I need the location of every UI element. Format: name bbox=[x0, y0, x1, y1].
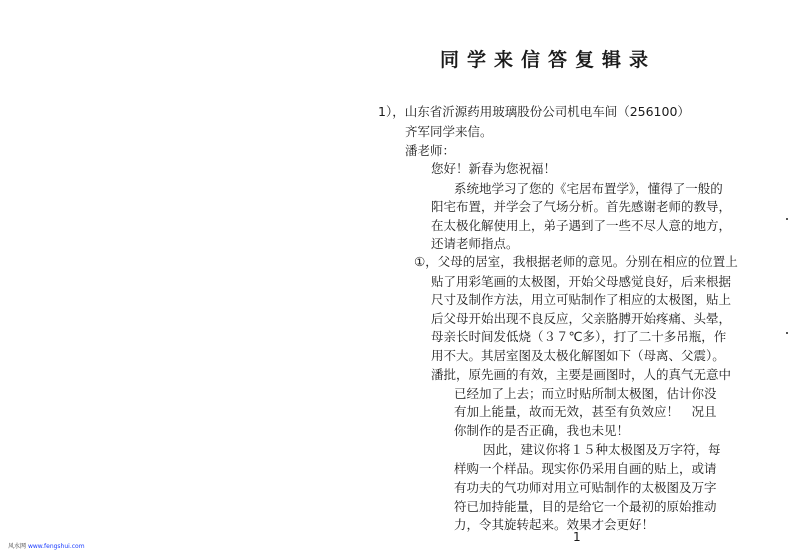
text-line: 因此，建议你将１５种太极图及万字符，每 bbox=[483, 442, 721, 457]
text-line: 齐军同学来信。 bbox=[405, 124, 493, 139]
text-line: 您好！新春为您祝福！ bbox=[431, 161, 557, 176]
text-line: 你制作的是否正确，我也未见！ bbox=[454, 423, 630, 438]
footer-prefix: 风水网 bbox=[8, 543, 27, 550]
text-line: 样购一个样品。现实你仍采用自画的贴上，或请 bbox=[454, 461, 717, 476]
page-number: 1 bbox=[573, 530, 581, 544]
binding-hole-mark bbox=[786, 218, 788, 220]
text-line: 尺寸及制作方法，用立可贴制作了相应的太极图，贴上 bbox=[431, 292, 732, 307]
text-line: 已经加了上去；而立时贴所制太极图，估计你没 bbox=[454, 386, 717, 401]
text-line: 贴了用彩笔画的太极图，开始父母感觉良好，后来根据 bbox=[431, 274, 732, 289]
text-line: 有功夫的气功师对用立可贴制作的太极图及万字 bbox=[454, 480, 717, 495]
text-line: 用不大。其居室图及太极化解图如下（母离、父震）。 bbox=[431, 348, 725, 363]
page-title: 同学来信答复辑录 bbox=[440, 49, 657, 71]
binding-hole-mark bbox=[786, 332, 788, 334]
text-line: 在太极化解使用上，弟子遇到了一些不尽人意的地方， bbox=[431, 218, 732, 233]
text-line: 潘批，原先画的有效，主要是画图时，人的真气无意中 bbox=[431, 367, 732, 382]
text-line: 还请老师指点。 bbox=[431, 236, 519, 251]
text-line: 力，令其旋转起来。效果才会更好！ bbox=[454, 517, 655, 532]
text-line: 后父母开始出现不良反应，父亲胳膊开始疼痛、头晕， bbox=[431, 311, 732, 326]
text-line: 1），山东省沂源药用玻璃股份公司机电车间（256100） bbox=[378, 104, 690, 119]
text-line: ①，父母的居室，我根据老师的意见。分别在相应的位置上 bbox=[414, 254, 738, 269]
footer-watermark bbox=[8, 541, 85, 550]
text-line: 潘老师： bbox=[405, 143, 456, 158]
text-line: 有加上能量，故而无效，甚至有负效应！ 况且 bbox=[454, 404, 717, 419]
text-line: 系统地学习了您的《宅居布置学》，懂得了一般的 bbox=[454, 181, 723, 196]
footer-site-link[interactable]: www.fengshui.com bbox=[27, 543, 85, 550]
text-line: 符已加持能量，目的是给它一个最初的原始推动 bbox=[454, 499, 717, 514]
text-line: 母亲长时间发低烧（３７℃多），打了二十多吊瓶，作 bbox=[431, 329, 727, 344]
text-line: 阳宅布置，并学会了气场分析。首先感谢老师的教导， bbox=[431, 199, 732, 214]
